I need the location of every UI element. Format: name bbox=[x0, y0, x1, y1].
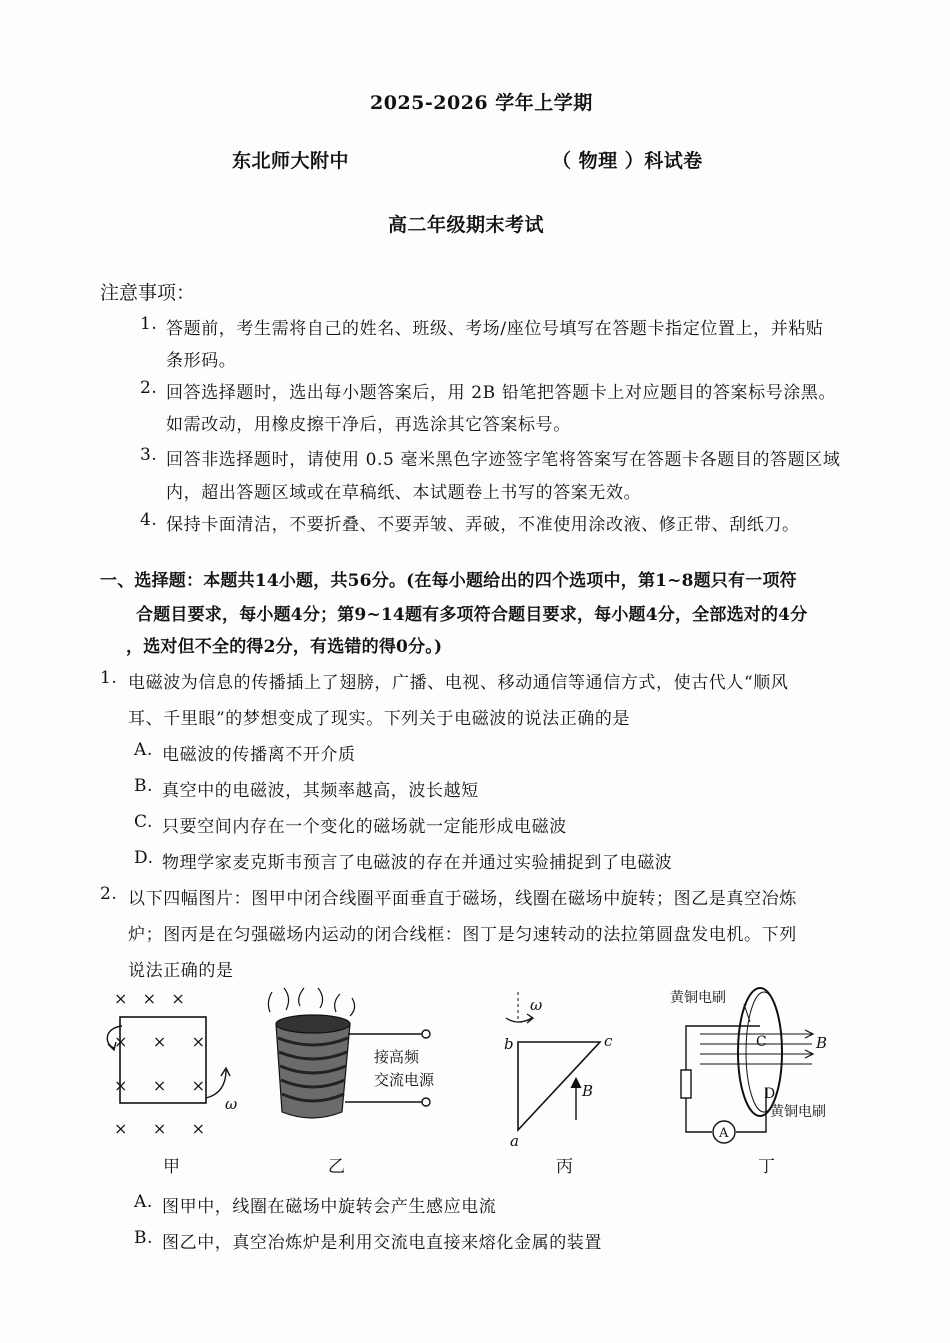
q2-option-a-label: A. bbox=[134, 1192, 153, 1212]
field-x-mark-row3: × × × bbox=[114, 1076, 206, 1095]
ding-caption: 丁 bbox=[758, 1157, 775, 1177]
figure-yi bbox=[268, 988, 435, 1177]
ding-point-d: D bbox=[764, 1086, 776, 1102]
notice-item-4-line1: 保持卡面清洁，不要折叠、不要弄皱、弄破，不准使用涂改液、修正带、刮纸刀。 bbox=[166, 515, 800, 535]
field-x-mark-row2: × × × bbox=[114, 1032, 206, 1051]
section1-line2: 合题目要求，每小题4分；第9~14题有多项符合题目要求，每小题4分，全部选对的4分 bbox=[136, 605, 808, 625]
bing-omega-label: ω bbox=[530, 996, 543, 1014]
resistor bbox=[681, 1070, 691, 1098]
q1-option-a-text: 电磁波的传播离不开介质 bbox=[162, 745, 356, 765]
jia-omega-label: ω bbox=[225, 1095, 238, 1113]
q1-option-b-text: 真空中的电磁波，其频率越高，波长越短 bbox=[162, 781, 479, 801]
bing-vertex-c: c bbox=[604, 1032, 613, 1050]
notice-item-1-num: 1. bbox=[140, 314, 158, 334]
circuit-wire-left bbox=[686, 1026, 742, 1132]
notice-item-2-line2: 如需改动，用橡皮擦干净后，再选涂其它答案标号。 bbox=[166, 415, 571, 435]
furnace-body bbox=[276, 1024, 350, 1118]
section1-line3: ，选对但不全的得2分，有选错的得0分。) bbox=[126, 637, 443, 657]
figure-bing bbox=[504, 992, 613, 1177]
q2-option-b-label: B. bbox=[134, 1228, 154, 1248]
yi-caption: 乙 bbox=[328, 1157, 345, 1177]
notice-item-1-line2: 条形码。 bbox=[166, 351, 237, 371]
ding-brush-top-label: 黄铜电刷 bbox=[670, 990, 726, 1006]
q1-option-c-label: C. bbox=[134, 812, 154, 832]
jia-caption: 甲 bbox=[163, 1157, 180, 1177]
q2-option-a-text: 图甲中，线圈在磁场中旋转会产生感应电流 bbox=[162, 1197, 497, 1217]
heat-waves bbox=[268, 988, 354, 1016]
q2-stem-line3: 说法正确的是 bbox=[128, 961, 234, 981]
bing-vertex-b: b bbox=[504, 1035, 514, 1053]
figure-jia bbox=[107, 989, 237, 1177]
ammeter-label: A bbox=[719, 1126, 729, 1141]
notice-item-3-num: 3. bbox=[140, 445, 158, 465]
q1-option-d-text: 物理学家麦克斯韦预言了电磁波的存在并通过实验捕捉到了电磁波 bbox=[162, 853, 673, 873]
q1-stem-line2: 耳、千里眼”的梦想变成了现实。下列关于电磁波的说法正确的是 bbox=[128, 709, 631, 729]
notice-item-2-num: 2. bbox=[140, 378, 158, 398]
notice-item-3-line2: 内，超出答题区域或在草稿纸、本试题卷上书写的答案无效。 bbox=[166, 483, 642, 503]
ding-field-label: B bbox=[816, 1034, 828, 1052]
q2-stem-line1: 以下四幅图片：图甲中闭合线圈平面垂直于磁场，线圈在磁场中旋转；图乙是真空冶炼 bbox=[128, 889, 797, 909]
q1-stem-line1: 电磁波为信息的传播插上了翅膀，广播、电视、移动通信等通信方式，使古代人“顺风 bbox=[128, 673, 789, 693]
terminal-bottom bbox=[422, 1098, 430, 1106]
q1-number: 1. bbox=[100, 668, 118, 688]
rotation-arrow-right bbox=[206, 1070, 226, 1098]
notice-item-4-num: 4. bbox=[140, 510, 158, 530]
bing-vertex-a: a bbox=[510, 1132, 519, 1150]
notice-title: 注意事项： bbox=[100, 282, 196, 304]
ding-brush-bottom-label: 黄铜电刷 bbox=[770, 1104, 826, 1120]
q2-option-b-text: 图乙中，真空冶炼炉是利用交流电直接来熔化金属的装置 bbox=[162, 1233, 602, 1253]
school-name: 东北师大附中 bbox=[232, 150, 350, 172]
q2-number: 2. bbox=[100, 884, 118, 904]
notice-item-3-line1: 回答非选择题时，请使用 0.5 毫米黑色字迹签字笔将答案写在答题卡各题目的答题区域 bbox=[166, 450, 841, 470]
figure-ding bbox=[670, 988, 827, 1177]
furnace-top bbox=[276, 1015, 350, 1033]
field-x-mark-row4: × × × bbox=[114, 1119, 206, 1138]
q1-option-c-text: 只要空间内存在一个变化的磁场就一定能形成电磁波 bbox=[162, 817, 567, 837]
q1-option-b-label: B. bbox=[134, 776, 154, 796]
field-arrowhead-b bbox=[571, 1078, 581, 1088]
yi-label-line2: 交流电源 bbox=[374, 1071, 435, 1089]
q1-option-a-label: A. bbox=[134, 740, 153, 760]
notice-item-2-line1: 回答选择题时，选出每小题答案后，用 2B 铅笔把答题卡上对应题目的答案标号涂黑。 bbox=[166, 383, 837, 403]
q2-stem-line2: 炉；图丙是在匀强磁场内运动的闭合线框：图丁是匀速转动的法拉第圆盘发电机。下列 bbox=[128, 925, 797, 945]
q2-figures bbox=[0, 982, 950, 1182]
section1-line1: 一、选择题：本题共14小题，共56分。(在每小题给出的四个选项中，第1~8题只有一项符 bbox=[100, 571, 797, 591]
exam-name: 高二年级期末考试 bbox=[388, 214, 545, 236]
field-x-marks: × × × bbox=[114, 989, 185, 1008]
yi-label-line1: 接高频 bbox=[374, 1048, 420, 1066]
bing-field-label: B bbox=[582, 1082, 594, 1100]
ding-point-c: C bbox=[756, 1034, 767, 1050]
notice-item-1-line1: 答题前，考生需将自己的姓名、班级、考场/座位号填写在答题卡指定位置上，并粘贴 bbox=[166, 319, 824, 339]
subject-title: （ 物理 ）科试卷 bbox=[552, 150, 703, 172]
bing-caption: 丙 bbox=[556, 1157, 573, 1177]
terminal-top bbox=[422, 1030, 430, 1038]
q1-option-d-label: D. bbox=[134, 848, 154, 868]
exam-term: 2025-2026 学年上学期 bbox=[370, 92, 593, 114]
